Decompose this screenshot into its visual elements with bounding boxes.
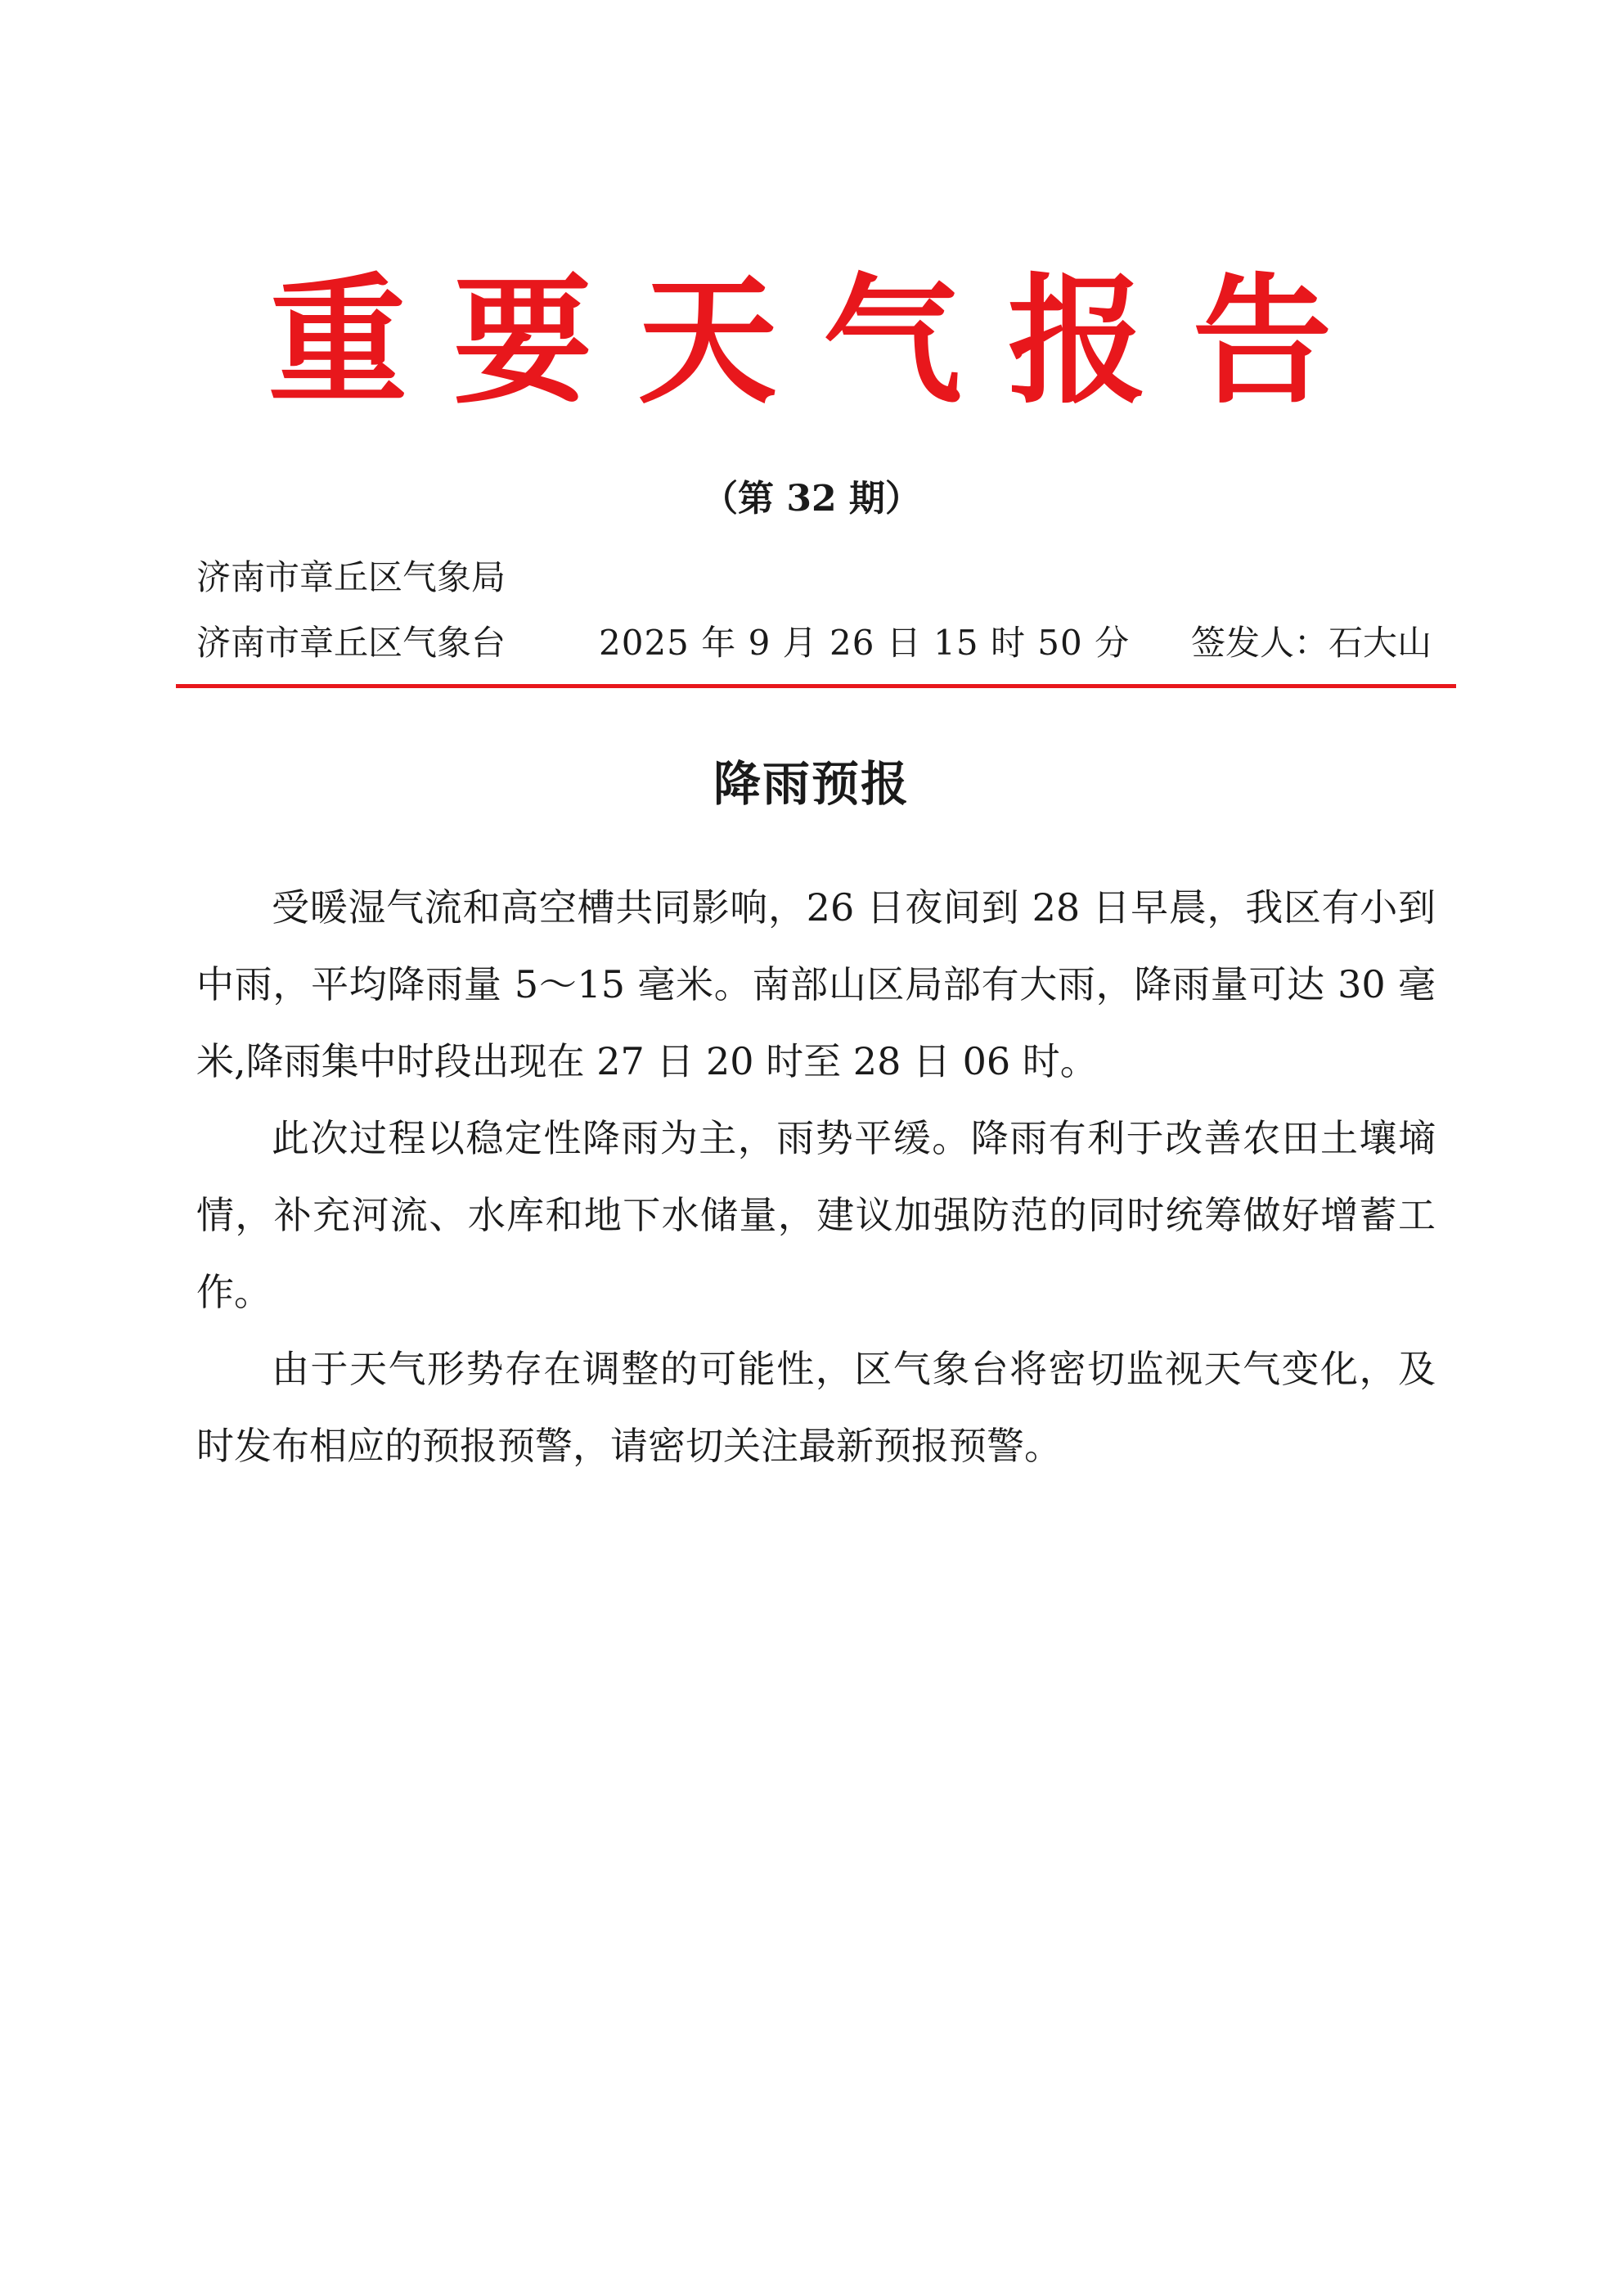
issue-datetime: 2025 年 9 月 26 日 15 时 50 分 — [599, 623, 1131, 663]
issue-number — [0, 475, 1623, 524]
document-body — [196, 869, 1436, 1484]
document-heading: 降雨预报 — [713, 756, 910, 812]
body-paragraph: 此次过程以稳定性降雨为主，雨势平缓。降雨有利于改善农田土壤墒情，补充河流、水库和地下水储量，建议加强防范的同时统筹做好增蓄工作。 — [196, 1116, 1436, 1314]
red-divider-rule — [176, 684, 1456, 688]
issue-number-label: （第 32 期） — [702, 478, 921, 520]
signer: 签发人：石大山 — [1190, 623, 1432, 663]
issuing-bureau: 济南市章丘区气象局 — [196, 557, 506, 597]
body-paragraph: 由于天气形势存在调整的可能性，区气象台将密切监视天气变化，及时发布相应的预报预警，请密切关注最新预报预警。 — [196, 1347, 1436, 1468]
body-paragraph: 受暖湿气流和高空槽共同影响，26 日夜间到 28 日早晨，我区有小到中雨，平均降雨量 5～15 毫米。南部山区局部有大雨，降雨量可达 30 毫米,降雨集中时段出现在 27 日 20 时至 28 日 06 时。 — [196, 885, 1436, 1083]
report-masthead-title: 重要天气报告 — [268, 261, 1378, 423]
issuing-station: 济南市章丘区气象台 — [196, 623, 506, 663]
